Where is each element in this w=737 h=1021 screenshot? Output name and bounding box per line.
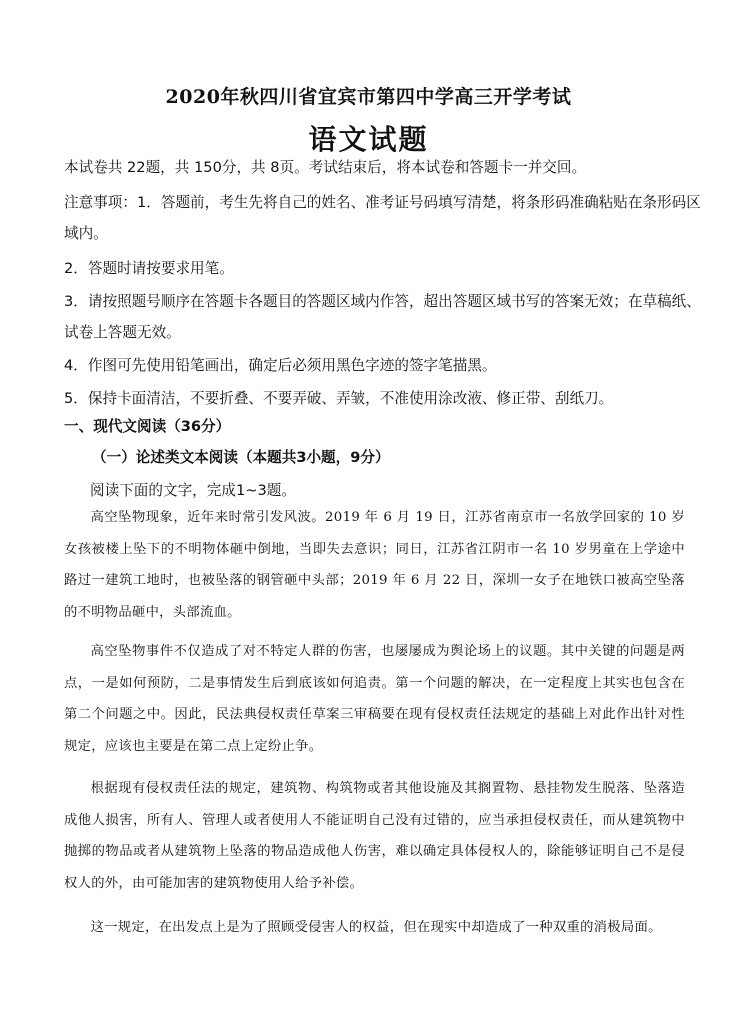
intro-line: 本试卷共 22题，共 150分，共 8页。考试结束后，将本试卷和答题卡一并交回。	[64, 159, 587, 176]
note-item-2: 2．答题时请按要求用笔。	[64, 260, 234, 277]
passage-paragraph-3: 根据现有侵权责任法的规定，建筑物、构筑物或者其他设施及其搁置物、悬挂物发生脱落、坠落造成他人损害，所有人、管理人或者使用人不能证明自己没有过错的，应当承担侵权责任，而从建筑物中抛掷的物品或者从建筑物上坠落的物品造成他人伤害，难以确定具体侵权人的，除能够证明自己不是侵权人的外，由可能加害的建筑物使用人给予补偿。	[64, 781, 685, 891]
section-heading: 一、现代文阅读（36分）	[64, 418, 231, 435]
reading-instruction: 阅读下面的文字，完成1~3题。	[90, 482, 296, 499]
note-item-3-line-1: 3．请按照题号顺序在答题卡各题目的答题区域内作答，超出答题区域书写的答案无效；在草稿纸、	[64, 293, 701, 310]
passage-paragraph-1: 高空坠物现象，近年来时常引发风波。2019 年 6 月 19 日，江苏省南京市一名放学回家的 10 岁女孩被楼上坠下的不明物体砸中倒地，当即失去意识；同日，江苏省江阴市一名 10 岁男童在上学途中路过一建筑工地时，也被坠落的钢管砸中头部；2019 年 6 月 22 日，深圳一女子在地铁口被高空坠落的不明物品砸中，头部流血。	[64, 510, 685, 620]
note-item-1-line-1: 注意事项：1．答题前，考生先将自己的姓名、准考证号码填写清楚，将条形码准确粘贴在条形码区	[64, 194, 701, 211]
passage-paragraph-4: 这一规定，在出发点上是为了照顾受侵害人的权益，但在现实中却造成了一种双重的消极局面。	[90, 920, 662, 935]
note-item-4: 4．作图可先使用铅笔画出，确定后必须用黑色字迹的签字笔描黑。	[64, 357, 497, 374]
passage-paragraph-2: 高空坠物事件不仅造成了对不特定人群的伤害，也屡屡成为舆论场上的议题。其中关键的问题是两点，一是如何预防，二是事情发生后到底该如何追责。第一个问题的解决，在一定程度上其实也包含在第二个问题之中。因此，民法典侵权责任草案三审稿要在现有侵权责任法规定的基础上对此作出针对性规定，应该也主要是在第二点上定纷止争。	[64, 644, 685, 754]
exam-subject-title: 语文试题	[308, 123, 429, 156]
exam-title: 2020年秋四川省宜宾市第四中学高三开学考试	[165, 86, 572, 108]
section-subheading: （一）论述类文本阅读（本题共3小题，9分）	[92, 449, 390, 466]
note-item-5: 5．保持卡面清洁，不要折叠、不要弄破、弄皱，不准使用涂改液、修正带、刮纸刀。	[64, 390, 614, 407]
note-item-1-line-2: 域内。	[64, 225, 108, 242]
note-item-3-line-2: 试卷上答题无效。	[64, 324, 181, 341]
